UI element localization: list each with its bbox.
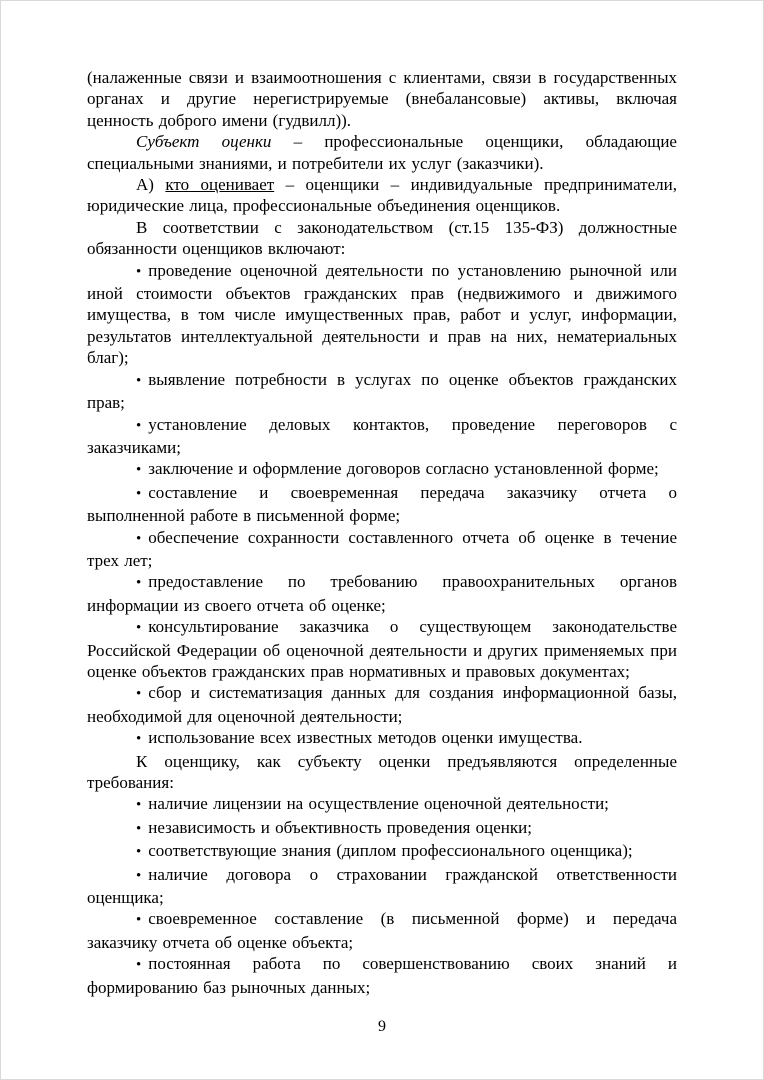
list-item-text: выявление потребности в услугах по оценке объектов гражданских прав; <box>87 369 677 413</box>
list-item-text: сбор и систематизация данных для создания информационной базы, необходимой для оценочной деятельности; <box>87 683 677 726</box>
list-item-text: установление деловых контактов, проведение переговоров с заказчиками; <box>87 414 677 457</box>
paragraph-subject <box>87 131 677 174</box>
subject-term: Субъект оценки <box>136 132 272 152</box>
list-item <box>87 908 677 953</box>
bullet-marker: • <box>136 530 142 547</box>
paragraph-text: – профессиональные оценщики, обладающие специальными знаниями, и потребители их услуг (заказчики). <box>87 132 677 173</box>
list-item <box>87 840 677 863</box>
bullet-marker: • <box>136 263 142 280</box>
list-item-text: наличие договора о страховании гражданской ответственности оценщика; <box>87 864 677 908</box>
paragraph-continuation: (налаженные связи и взаимоотношения с клиентами, связи в государственных органах и другие нерегистрируемые (внебалансовые) активы, включая ценность доброго имени (гудвилл)). <box>87 68 677 130</box>
list-item <box>87 727 677 750</box>
bullet-marker: • <box>136 620 142 637</box>
list-item <box>87 571 677 616</box>
list-item <box>87 953 677 998</box>
list-item <box>87 793 677 816</box>
list-item <box>87 369 677 414</box>
bullet-marker: • <box>136 372 142 389</box>
list-item-text: постоянная работа по совершенствованию своих знаний и формированию баз рыночных данных; <box>87 954 677 997</box>
list-item-text: консультирование заказчика о существующем законодательстве Российской Федерации об оценочной деятельности и других применяемых при оценке объектов гражданских прав нормативных и правовых документах; <box>87 617 677 681</box>
bullet-marker: • <box>136 417 142 434</box>
underlined-term: кто оценивает <box>165 175 275 195</box>
list-item-text: использование всех известных методов оценки имущества. <box>148 728 583 748</box>
list-item-text: соответствующие знания (диплом профессионального оценщика); <box>148 841 633 861</box>
list-item <box>87 260 677 369</box>
bullet-marker: • <box>136 844 142 861</box>
list-item-text: заключение и оформление договоров согласно установленной форме; <box>148 459 659 479</box>
list-item-text: независимость и объективность проведения оценки; <box>148 817 532 837</box>
bullet-marker: • <box>136 731 142 748</box>
list-item-text: наличие лицензии на осуществление оценочной деятельности; <box>148 794 609 814</box>
list-item <box>87 458 677 481</box>
list-item-text: проведение оценочной деятельности по установлению рыночной или иной стоимости объектов гражданских прав (недвижимого и движимого имущества, в том числе имущественных прав, работ и услуг, информации, результатов интеллектуальной деятельности и прав на них, нематериальных благ); <box>87 260 677 368</box>
bullet-marker: • <box>136 957 142 974</box>
list-item <box>87 616 677 682</box>
bullet-marker: • <box>136 485 142 502</box>
page-number: 9 <box>378 1018 386 1035</box>
bullet-marker: • <box>136 462 142 479</box>
bullet-marker: • <box>136 867 142 884</box>
list-item <box>87 527 677 572</box>
list-item <box>87 682 677 727</box>
list-item <box>87 864 677 909</box>
paragraph-law-intro: В соответствии с законодательством (ст.15 135-ФЗ) должностные обязанности оценщиков включают: <box>87 217 677 259</box>
list-item-text: составление и своевременная передача заказчику отчета о выполненной работе в письменной форме; <box>87 482 677 526</box>
paragraph-requirements-intro: К оценщику, как субъекту оценки предъявляются определенные требования: <box>87 751 677 792</box>
list-item <box>87 482 677 527</box>
list-item-text: своевременное составление (в письменной форме) и передача заказчику отчета об оценке объекта; <box>87 909 677 952</box>
bullet-marker: • <box>136 686 142 703</box>
bullet-marker: • <box>136 575 142 592</box>
list-item-text: предоставление по требованию правоохранительных органов информации из своего отчета об оценке; <box>87 572 677 615</box>
list-item-text: обеспечение сохранности составленного отчета об оценке в течение трех лет; <box>87 527 677 570</box>
bullet-marker: • <box>136 797 142 814</box>
list-item <box>87 817 677 840</box>
paragraph-text: – оценщики – индивидуальные предприниматели, юридические лица, профессиональные объединения оценщиков. <box>87 175 677 216</box>
paragraph-who-evaluates <box>87 174 677 217</box>
bullet-marker: • <box>136 820 142 837</box>
bullet-marker: • <box>136 912 142 929</box>
list-item <box>87 414 677 459</box>
item-letter: А) <box>136 175 166 195</box>
